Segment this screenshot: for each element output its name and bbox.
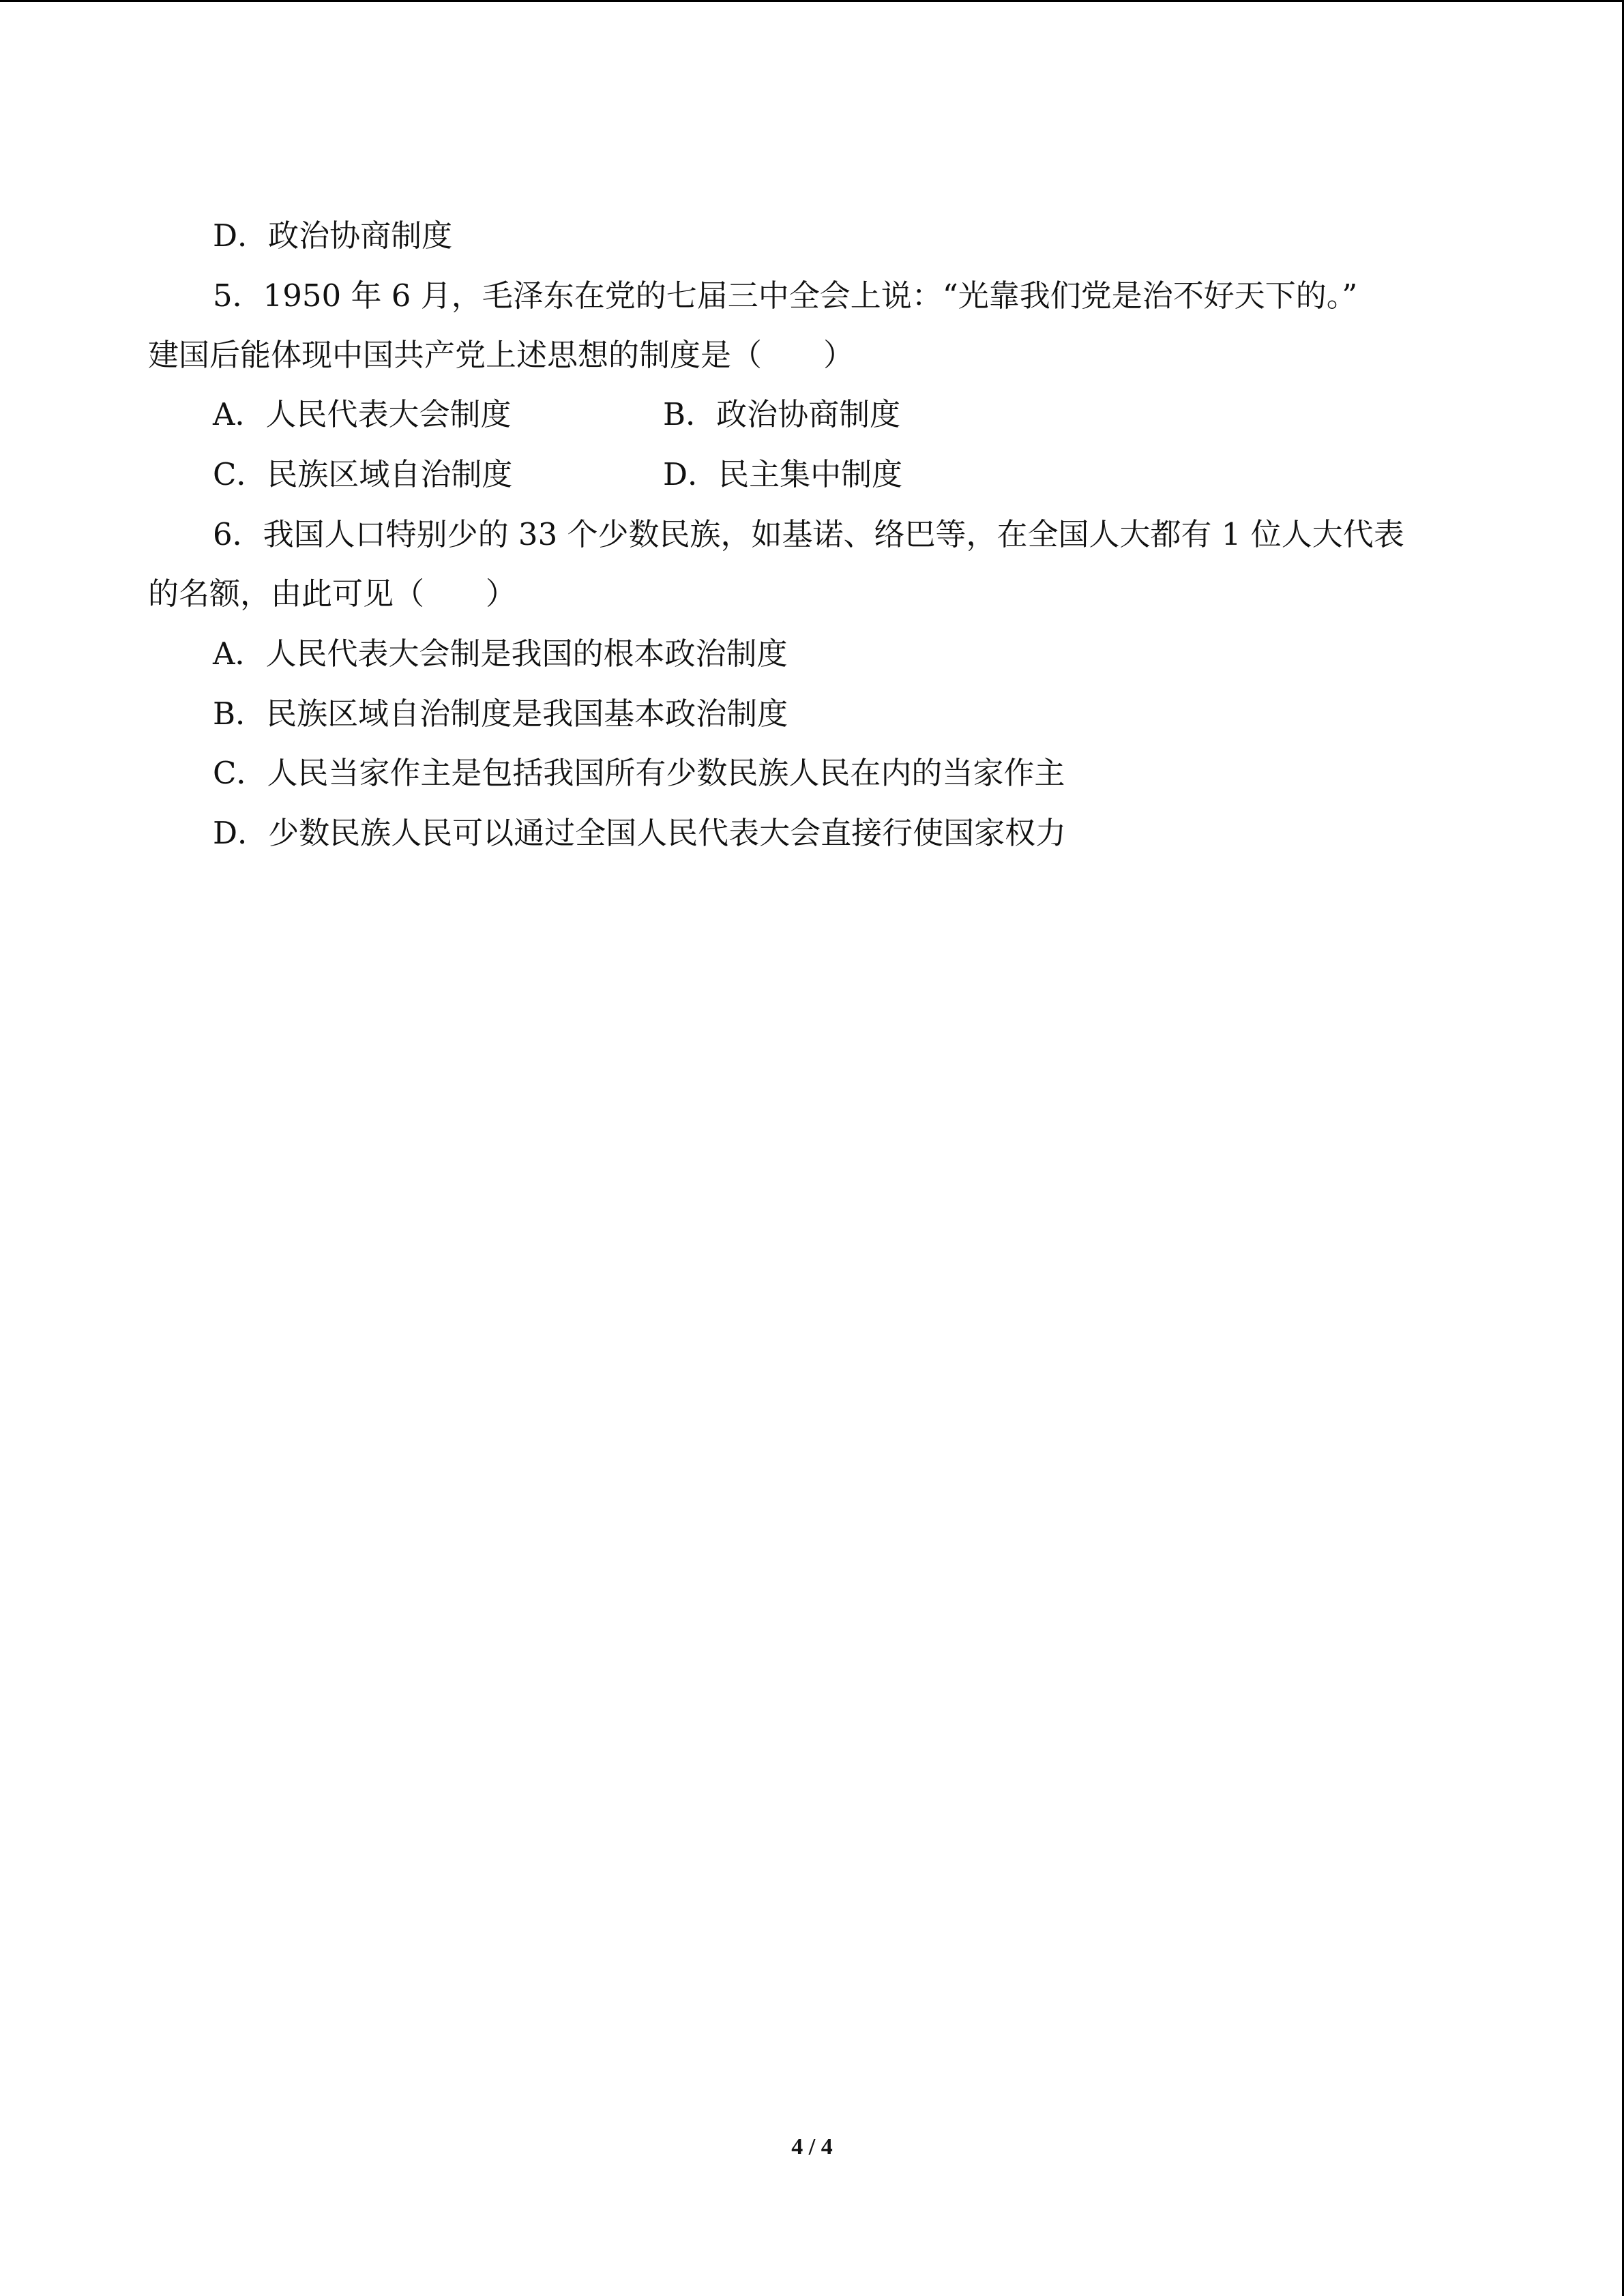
- q6-option-c: C．人民当家作主是包括我国所有少数民族人民在内的当家作主: [213, 755, 1065, 791]
- q5-option-a: A．人民代表大会制度: [213, 396, 512, 432]
- q5-stem-line2: 建国后能体现中国共产党上述思想的制度是（ ）: [148, 337, 855, 373]
- q4-option-d: D．政治协商制度: [213, 218, 453, 254]
- q5-stem-line1: 5．1950 年 6 月，毛泽东在党的七届三中全会上说：“光靠我们党是治不好天下的。”: [213, 278, 1358, 314]
- q5-option-c: C．民族区域自治制度: [213, 456, 513, 492]
- q6-stem-line1: 6．我国人口特别少的 33 个少数民族，如基诺、络巴等，在全国人大都有 1 位人大代表: [213, 516, 1404, 552]
- q6-option-a: A．人民代表大会制是我国的根本政治制度: [213, 636, 788, 672]
- q6-option-b: B．民族区域自治制度是我国基本政治制度: [213, 696, 788, 732]
- q5-option-b: B．政治协商制度: [663, 396, 901, 432]
- q6-stem-line2: 的名额，由此可见（ ）: [148, 576, 517, 612]
- q5-option-d: D．民主集中制度: [663, 456, 903, 492]
- page-number: 4 / 4: [791, 2134, 833, 2160]
- q6-option-d: D．少数民族人民可以通过全国人民代表大会直接行使国家权力: [213, 815, 1067, 851]
